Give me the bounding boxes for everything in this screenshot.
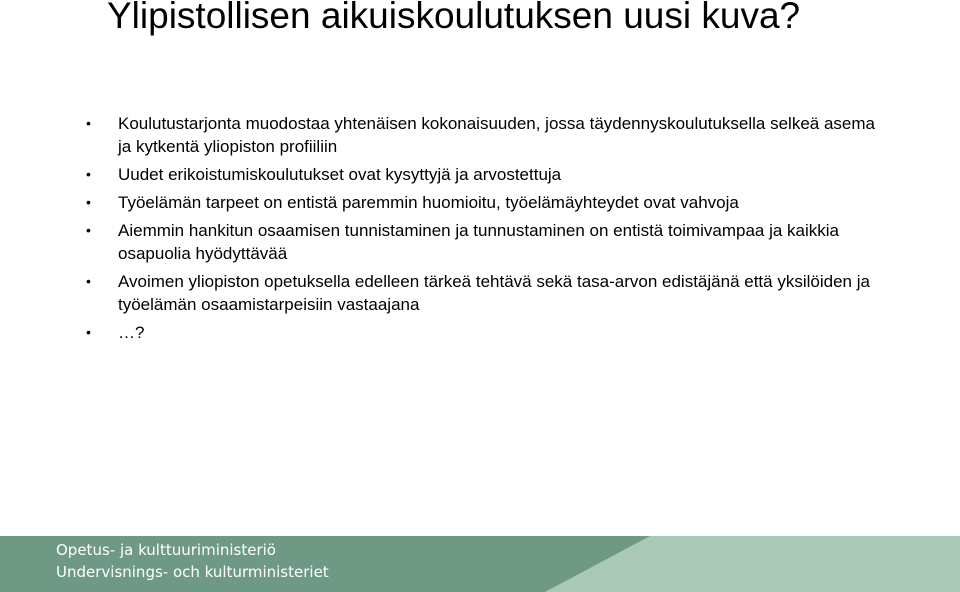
bullet-text: Avoimen yliopiston opetuksella edelleen tärkeä tehtävä sekä tasa-arvon edistäjänä että yksilöiden ja työelämän osaamistarpeisiin vastaajana [118, 272, 870, 314]
bullet-text: Työelämän tarpeet on entistä paremmin huomioitu, työelämäyhteydet ovat vahvoja [118, 193, 739, 212]
bullet-dot-icon: • [86, 166, 91, 182]
bullet-dot-icon: • [86, 194, 91, 210]
bullet-dot-icon: • [86, 115, 91, 131]
bullet-item [86, 112, 886, 158]
footer-band [0, 536, 960, 592]
bullet-text: Koulutustarjonta muodostaa yhtenäisen kokonaisuuden, jossa täydennyskoulutuksella selkeä asema ja kytkentä yliopiston profiiliin [118, 114, 875, 156]
bullet-item [86, 191, 886, 214]
bullet-dot-icon: • [86, 324, 91, 340]
bullet-dot-icon: • [86, 222, 91, 238]
bullet-text: Aiemmin hankitun osaamisen tunnistaminen ja tunnustaminen on entistä toimivampaa ja kaikkia osapuolia hyödyttävää [118, 221, 839, 263]
bullet-item [86, 321, 886, 344]
bullet-item [86, 163, 886, 186]
slide-title: Ylipistollisen aikuiskoulutuksen uusi kuva? [107, 0, 801, 36]
bullet-text: Uudet erikoistumiskoulutukset ovat kysyttyjä ja arvostettuja [118, 165, 562, 184]
bullet-item [86, 270, 886, 316]
bullet-text: …? [118, 323, 145, 342]
bullet-list [86, 112, 886, 349]
ministry-name-swedish: Undervisnings- och kulturministeriet [56, 563, 329, 581]
bullet-item [86, 219, 886, 265]
bullet-dot-icon: • [86, 273, 91, 289]
ministry-name-finnish: Opetus- ja kulttuuriministeriö [56, 541, 276, 559]
